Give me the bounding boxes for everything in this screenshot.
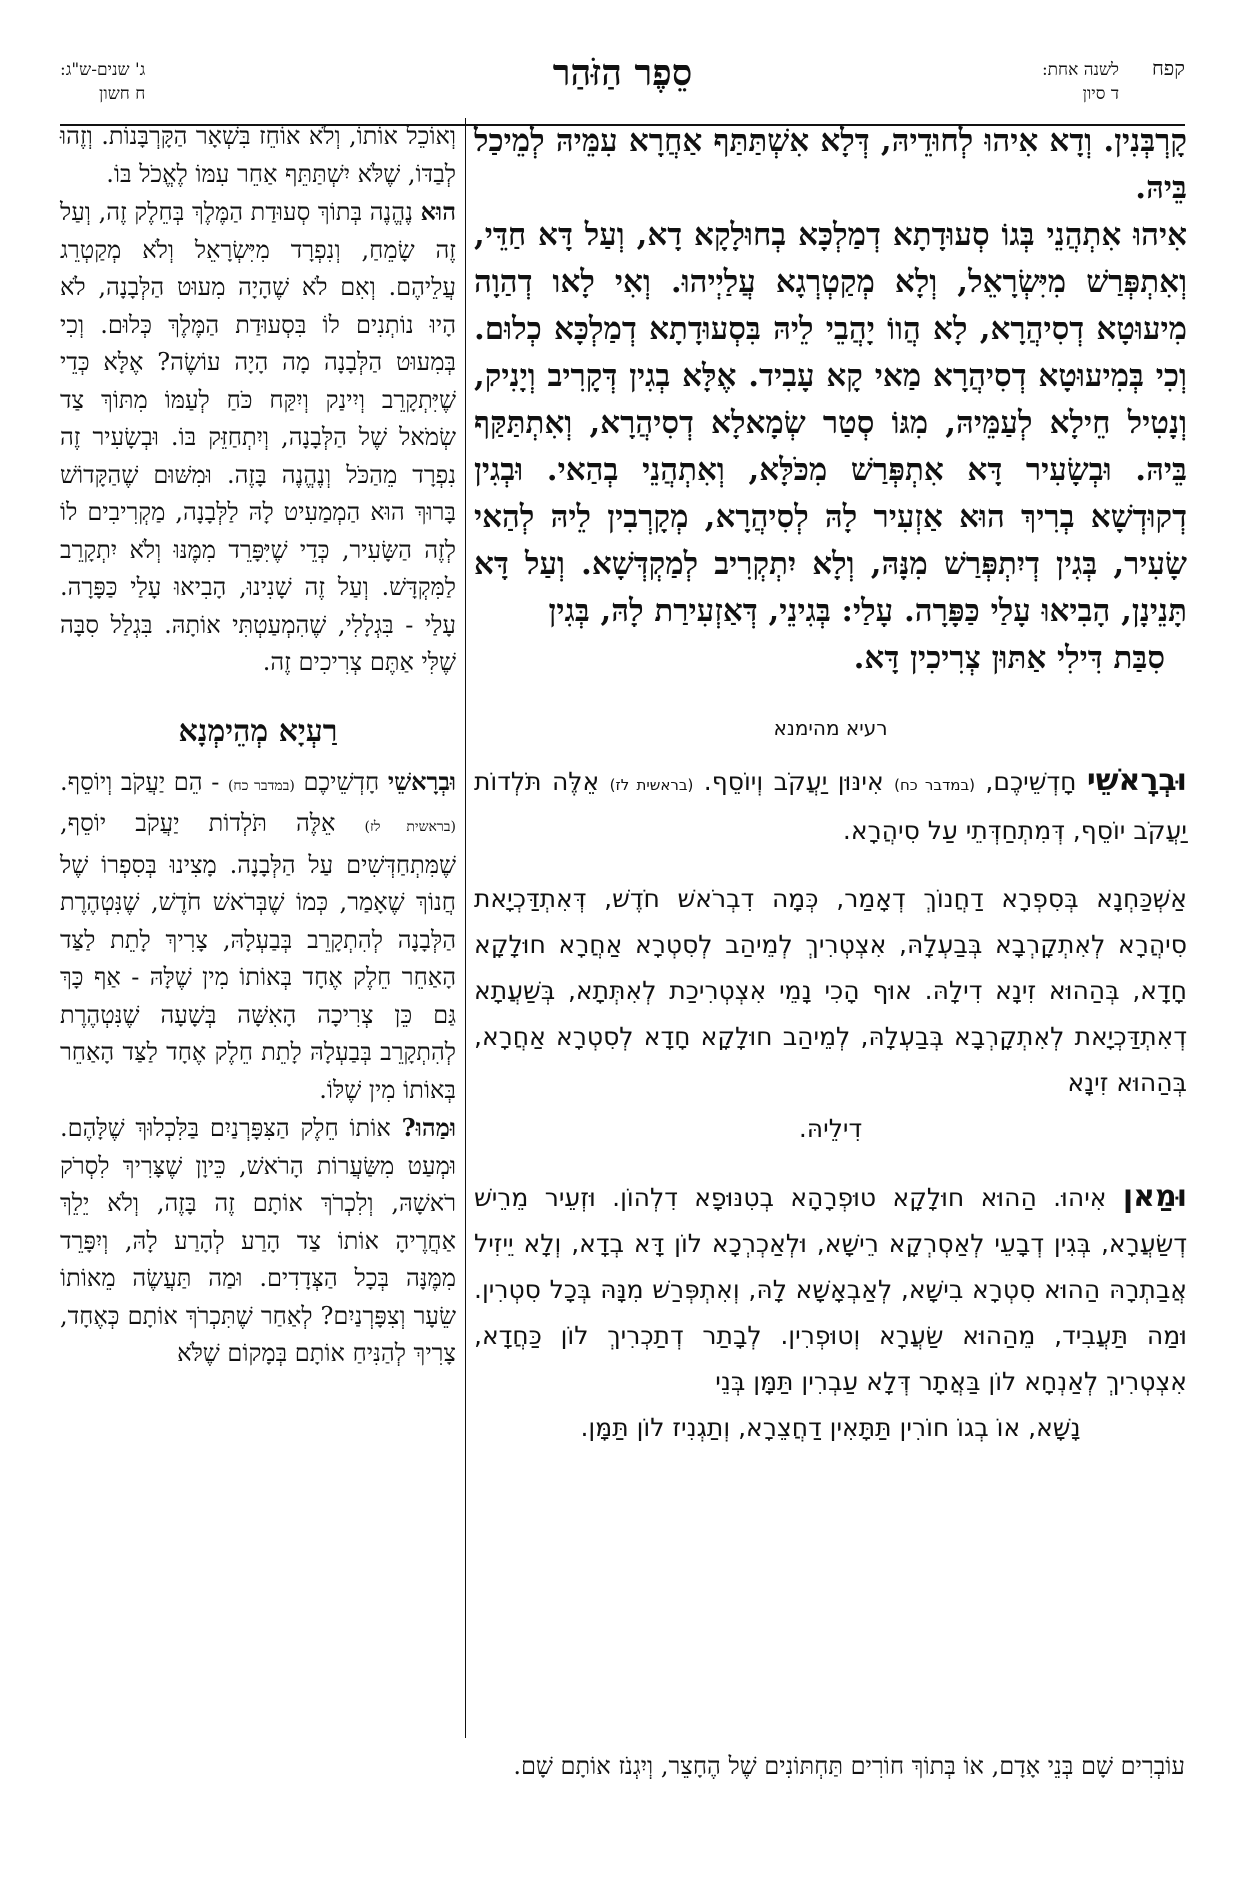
- translation-text: אוֹתוֹ חֵלֶק הַצִּפָּרְנַיִם בַּלִּכְלוּךְ שֶׁלָּהֶם. וּמְעַט מִשַּׂעֲרוֹת הָרֹאשׁ, כֵּיוָן שֶׁצָּרִיךְ לִסְרֹק רֹאשָׁהּ, וְלִכְרֹךְ אוֹתָם זֶה בָּזֶה, וְלֹא יֵלֵךְ אַחֲרֶיהָ אוֹתוֹ צַד הָרַע לְהָרַע לָהּ, וְיִפָּרֵד מִמֶּנָּה בְּכָל הַצְּדָדִים. וּמַה תַּעֲשֶׂה מֵאוֹתוֹ שֵׂעָר וְצִפָּרְנַיִם? לְאַחַר שֶׁתִּכְרֹךְ אוֹתָם כְּאֶחָד, צָרִיךְ לְהַנִּיחַ אוֹתָם בְּמָקוֹם שֶׁלֹּא: [60, 1114, 456, 1367]
- running-header: [60, 52, 1185, 124]
- opening-word: הוּא: [420, 197, 456, 226]
- column-divider: [465, 118, 466, 1738]
- verse-reference: (במדבר כח): [894, 776, 975, 794]
- translation-text: אֵלֶּה תֹּלְדוֹת יַעֲקֹב יוֹסֵף, שֶׁמִּתְחַדְּשִׁים עַל הַלְּבָנָה. מָצִינוּ בְּסִפְרוֹ שֶׁל חֲנוֹךְ שֶׁאָמַר, כְּמוֹ שֶׁבְּרֹאשׁ חֹדֶשׁ, שֶׁנִּטְהֶרֶת הַלְּבָנָה לְהִתְקָרֵב בְּבַעְלָהּ, צָרִיךְ לָתֵת לַצַּד הָאַחֵר חֵלֶק אֶחָד בְּאוֹתוֹ מִין שֶׁלָּהּ - אַף כָּךְ גַּם כֵּן צְרִיכָה הָאִשָּׁה בְּשָׁעָה שֶׁנִּטְהֶרֶת לְהִתְקָרֵב בְּבַעְלָהּ לָתֵת חֵלֶק אֶחָד לַצַּד הָאַחֵר בְּאוֹתוֹ מִין שֶׁלּוֹ.: [60, 809, 456, 1104]
- raaya-paragraph: [474, 1174, 1187, 1451]
- raaya-mehemna-heading: רַעְיָא מְהֵימְנָא: [178, 713, 338, 749]
- verse-reference: (בראשית לז): [609, 776, 694, 794]
- translation-continuation: עוֹבְרִים שָׁם בְּנֵי אָדָם, אוֹ בְּתוֹךְ חוֹרִים תַּחְתּוֹנִים שֶׁל הֶחָצֵר, וְיִגְנֹז אוֹתָם שָׁם.: [513, 1752, 1185, 1780]
- schedule-label: ג' שנים-ש"ג:: [60, 60, 146, 80]
- verse-reference: (בראשית לז): [364, 819, 456, 835]
- raaya-text-end: נָשָׁא, אוֹ בְגוֹ חוֹרִין תַּתָּאִין דַחֲצֵרָא, וְתַגְנִיז לוֹן תַּמָּן.: [580, 1413, 1081, 1442]
- zohar-paragraph: [474, 212, 1187, 682]
- raaya-text: אִינּוּן יַעֲקֹב וְיוֹסֵף.: [693, 767, 895, 796]
- translation-text: נֶהֱנֶה בְּתוֹךְ סְעוּדַת הַמֶּלֶךְ בְּחֵלֶק זֶה, וְעַל זֶה שָׂמֵחַ, וְנִפְרָד מִיִּשְׂרָאֵל וְלֹא מְקַטְרֵג עֲלֵיהֶם. וְאִם לֹא שֶׁהָיָה מִעוּט הַלְּבָנָה, לֹא הָיוּ נוֹתְנִים לוֹ בִּסְעוּדַת הַמֶּלֶךְ כְּלוּם. וְכִי בְּמִעוּט הַלְּבָנָה מָה הָיָה עוֹשֶׂה? אֶלָּא כְּדֵי שֶׁיִּתְקָרֵב וְיִינַק וְיִקַּח כֹּחַ לְעַמּוֹ מִתּוֹךְ צַד שְׂמֹאל שֶׁל הַלְּבָנָה, וְיִתְחַזֵּק בּוֹ. וּבְשָׂעִיר זֶה נִפְרָד מֵהַכֹּל וְנֶהֱנֶה בָּזֶה. וּמִשּׁוּם שֶׁהַקָּדוֹשׁ בָּרוּךְ הוּא הַמְמַעִיט לָהּ לַלְּבָנָה, מַקְרִיבִים לוֹ לְזֶה הַשָּׂעִיר, כְּדֵי שֶׁיִּפָּרֵד מִמֶּנּוּ וְלֹא יִתְקָרֵב לַמִּקְדָּשׁ. וְעַל זֶה שָׁנִינוּ, הָבִיאוּ עָלַי כַּפָּרָה. עָלַי - בִּגְלָלִי, שֶׁהִמְעַטְתִּי אוֹתָהּ. בִּגְלַל סִבָּה שֶׁלִּי אַתֶּם צְרִיכִים זֶה.: [60, 198, 456, 676]
- raaya-mehemna-heading: רעיא מהימנא: [773, 716, 888, 740]
- opening-word: וּמַהוּ?: [401, 1113, 456, 1142]
- translation-text: וְאוֹכֵל אוֹתוֹ, וְלֹא אוֹחֵז בִּשְׁאָר הַקָּרְבָּנוֹת. וְזֶהוּ לְבַדּוֹ, שֶׁלֹּא יִשְׁתַּתֵּף אַחֵר עִמּוֹ לֶאֱכֹל בּוֹ.: [60, 122, 456, 188]
- raaya-paragraph: [474, 758, 1187, 854]
- raaya-text: חָדְשֵׁיכֶם,: [974, 767, 1087, 796]
- translation-paragraph: [60, 118, 456, 193]
- translation-text: - הֵם יַעֲקֹב וְיוֹסֵף.: [60, 767, 228, 796]
- zohar-text: אִיהוּ אִתְהֲנֵי בְּגוֹ סְעוּדָתָא דְמַלְכָּא בְחוּלָקָא דָא, וְעַל דָּא חַדֵּי, וְאִתְפְּרַשׁ מִיִּשְׂרָאֵל, וְלָא מְקַטְרְגָא עֲלַיְיהוּ. וְאִי לָאו דְהַוָה מִיעוּטָא דְסִיהֲרָא, לָא הֲווֹ יָהֲבֵי לֵיהּ בִּסְעוּדָתָא דְמַלְכָּא כְלוּם. וְכִי בְּמִיעוּטָא דְסִיהֲרָא מַאי קָא עָבִיד. אֶלָּא בְגִין דְּקָרִיב וְיָנִיק, וְנָטִיל חֵילָא לְעַמֵּיהּ, מִגּוֹ סְטַר שְׂמָאלָא דְסִיהֲרָא, וְאִתְתַּקַּף בֵּיהּ. וּבְשָׂעִיר דָּא אִתְפְּרַשׁ מִכֹּלָּא, וְאִתְהֲנֵי בְהַאי. וּבְגִין דְקוּדְשָׁא בְרִיךְ הוּא אַזְעִיר לָהּ לְסִיהֲרָא, מְקָרְבִין לֵיהּ לְהַאי שָׂעִיר, בְּגִין דְיִתְפְּרַשׁ מִנָּהּ, וְלָא יִתְקְרִיב לְמַקְדְּשָׁא. וְעַל דָּא תָּנֵינָן, הָבִיאוּ עָלַי כַּפָּרָה. עָלַי: בְּגִינֵי, דְּאַזְעִירַת לָהּ, בְּגִין: [474, 217, 1187, 629]
- raaya-text: אִיהוּ. הַהוּא חוּלָקָא טוּפְרָהָא בְטִנּוּפָא דִלְהוֹן. וּזְעֵיר מֵרֵישׁ דְשַׂעֲרָא, בְּגִין דְבָעֵי לְאַסְרְקָא רֵישָׁא, וּלְאַכְרְכָא לוֹן דָּא בְדָא, וְלָא יֵיזִיל אֲבַתְרָהּ הַהוּא סִטְרָא בִישָׁא, לְאַבְאָשָׁא לָהּ, וְאִתְפְּרַשׁ מִנָּהּ בְּכָל סִטְרִין. וּמַה תַּעֲבִיד, מֵהַהוּא שַׂעֲרָא וְטוּפְרִין. לְבָתַר דְתַכְרִיךְ לוֹן כַּחֲדָא, אִצְטְרִיךְ לְאַנְחָא לוֹן בַּאֲתָר דְּלָא עַבְרִין תַּמָּן בְּנֵי: [474, 1183, 1187, 1396]
- page-number: קפח: [1151, 56, 1185, 80]
- zohar-text-end: סִבַּת דִּילִי אַתּוּן צְרִיכִין דָּא.: [853, 640, 1165, 676]
- raaya-text: אֵלֶּה תֹּלְדוֹת יַעֲקֹב יוֹסֵף, דְּמִתְחַדְּתֵי עַל סִיהֲרָא.: [474, 767, 1187, 845]
- zohar-aramaic-column: [474, 118, 1187, 1748]
- raaya-text: אַשְׁכַּחְנָא בְּסִפְרָא דַחֲנוֹךְ דְאָמַר, כְּמָה דִבְרֹאשׁ חֹדֶשׁ, דְּאִתְדַּכְיָאת סִיהֲרָא לְאִתְקָרְבָא בְּבַעְלָהּ, אִצְטְרִיךְ לְמֵיהַב לְסִטְרָא אַחֲרָא חוּלָקָא חָדָא, בְּהַהוּא זִינָא דִילָהּ. אוּף הָכִי נָמֵי אִצְטְרִיכַת לְאִתְּתָא, בְּשַׁעֲתָא דְאִתְדַּכְיָאת לְאִתְקָרְבָא בְּבַעְלָהּ, לְמֵיהַב חוּלָקָא חָדָא לְסִטְרָא אַחֲרָא, בְּהַהוּא זִינָא: [474, 884, 1187, 1097]
- translation-paragraph: [60, 1109, 456, 1373]
- zohar-paragraph: [474, 118, 1187, 212]
- schedule-date: ד סיון: [1082, 84, 1119, 104]
- verse-reference: (במדבר כח): [227, 777, 295, 794]
- translation-paragraph: [60, 763, 456, 1110]
- translation-paragraph: [60, 193, 456, 682]
- opening-word: וּבְרָאשֵׁי: [387, 766, 457, 796]
- translation-text: חָדְשֵׁיכֶם: [294, 767, 388, 796]
- opening-word: וּמַאן: [1122, 1179, 1187, 1214]
- hebrew-translation-column: [60, 118, 456, 1748]
- raaya-text-end: דִילֵיהּ.: [798, 1114, 863, 1143]
- book-title: סֵפֶר הַזֹּהַר: [552, 52, 693, 94]
- study-schedule-three-years: [60, 58, 145, 106]
- schedule-label: לשנה אחת:: [1041, 60, 1119, 80]
- schedule-date: ח חשון: [99, 84, 146, 104]
- opening-word: וּבְרָאשֵׁי: [1086, 763, 1187, 798]
- raaya-paragraph: [474, 876, 1187, 1152]
- zohar-text: קָרְבְּנִין. וְדָא אִיהוּ לְחוּדֵיהּ, דְּלָא אִשְׁתַּתַּף אַחֲרָא עִמֵּיהּ לְמֵיכַל בֵּיהּ.: [474, 123, 1187, 206]
